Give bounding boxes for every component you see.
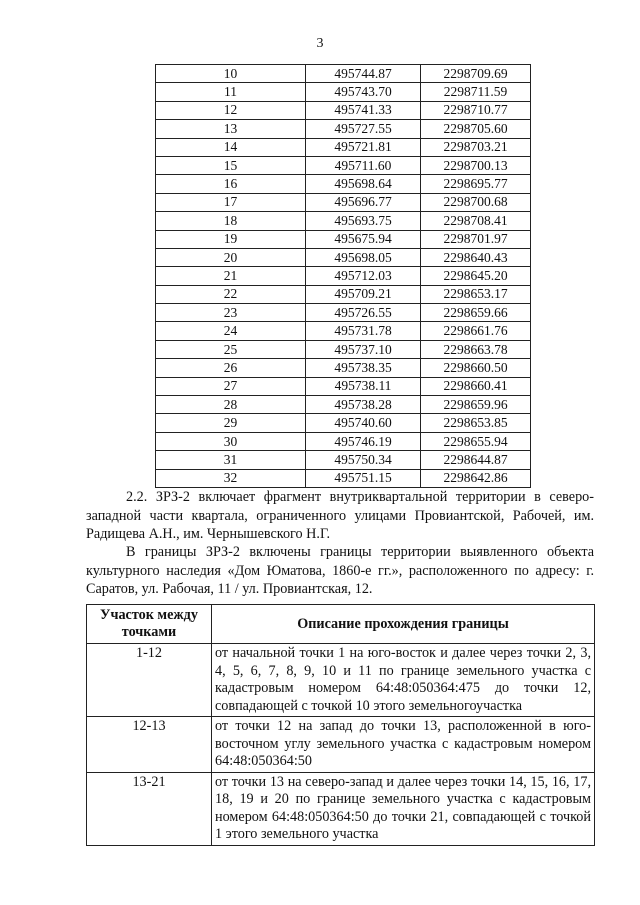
x-coordinate: 495740.60 [306, 414, 421, 432]
x-coordinate: 495698.64 [306, 175, 421, 193]
y-coordinate: 2298655.94 [421, 432, 531, 450]
x-coordinate: 495751.15 [306, 469, 421, 487]
table-row [87, 772, 595, 845]
y-coordinate: 2298695.77 [421, 175, 531, 193]
x-coordinate: 495726.55 [306, 304, 421, 322]
y-coordinate: 2298711.59 [421, 83, 531, 101]
table-row [156, 248, 531, 266]
x-coordinate: 495737.10 [306, 340, 421, 358]
x-coordinate: 495696.77 [306, 193, 421, 211]
table-row [156, 138, 531, 156]
table-row [156, 267, 531, 285]
point-number: 17 [156, 193, 306, 211]
table-row [156, 65, 531, 83]
table-row [87, 717, 595, 773]
point-number: 13 [156, 120, 306, 138]
y-coordinate: 2298663.78 [421, 340, 531, 358]
x-coordinate: 495721.81 [306, 138, 421, 156]
table-row [156, 322, 531, 340]
paragraph-zrz2-heritage [86, 543, 594, 599]
x-coordinate: 495741.33 [306, 101, 421, 119]
y-coordinate: 2298700.68 [421, 193, 531, 211]
table-row [156, 451, 531, 469]
x-coordinate: 495744.87 [306, 65, 421, 83]
y-coordinate: 2298660.41 [421, 377, 531, 395]
point-number: 14 [156, 138, 306, 156]
point-number: 20 [156, 248, 306, 266]
y-coordinate: 2298709.69 [421, 65, 531, 83]
table-row [156, 304, 531, 322]
description-cell: от точки 13 на северо-запад и далее через точки 14, 15, 16, 17, 18, 19 и 20 по границе земельного участка с кадастровым номером 64:48:050364:50 до точки 21, совпадающей с точкой 1 этого земельного участка [212, 772, 595, 845]
point-number: 18 [156, 212, 306, 230]
y-coordinate: 2298660.50 [421, 359, 531, 377]
table-row [156, 120, 531, 138]
y-coordinate: 2298705.60 [421, 120, 531, 138]
y-coordinate: 2298661.76 [421, 322, 531, 340]
boundary-description-table [86, 604, 595, 846]
point-number: 21 [156, 267, 306, 285]
y-coordinate: 2298710.77 [421, 101, 531, 119]
point-number: 16 [156, 175, 306, 193]
y-coordinate: 2298640.43 [421, 248, 531, 266]
table-row [156, 414, 531, 432]
point-number: 31 [156, 451, 306, 469]
point-number: 25 [156, 340, 306, 358]
table-row [156, 83, 531, 101]
y-coordinate: 2298700.13 [421, 156, 531, 174]
x-coordinate: 495675.94 [306, 230, 421, 248]
y-coordinate: 2298659.96 [421, 396, 531, 414]
x-coordinate: 495738.28 [306, 396, 421, 414]
x-coordinate: 495693.75 [306, 212, 421, 230]
boundary-table-header-row [87, 605, 595, 644]
header-segment: Участок между точками [87, 605, 212, 644]
point-number: 28 [156, 396, 306, 414]
point-number: 10 [156, 65, 306, 83]
x-coordinate: 495738.35 [306, 359, 421, 377]
table-row [156, 156, 531, 174]
paragraph-text: В границы ЗРЗ-2 включены границы территории выявленного объекта культурного наследия «Дом Юматова, 1860-е гг.», расположенного по адресу: г. Саратов, ул. Рабочая, 11 / ул. Провиантская, 12. [86, 544, 594, 597]
point-number: 30 [156, 432, 306, 450]
coordinates-table [155, 64, 531, 488]
table-row [156, 359, 531, 377]
y-coordinate: 2298645.20 [421, 267, 531, 285]
x-coordinate: 495711.60 [306, 156, 421, 174]
table-row [156, 285, 531, 303]
x-coordinate: 495727.55 [306, 120, 421, 138]
x-coordinate: 495746.19 [306, 432, 421, 450]
y-coordinate: 2298644.87 [421, 451, 531, 469]
table-row [156, 175, 531, 193]
x-coordinate: 495750.34 [306, 451, 421, 469]
segment-cell: 13-21 [87, 772, 212, 845]
paragraph-text: 2.2. ЗРЗ-2 включает фрагмент внутриквартальной территории в северо-западной части квартала, ограниченного улицами Провиантской, Рабочей, им. Радищева А.Н., им. Чернышевского Н.Г. [86, 489, 594, 542]
y-coordinate: 2298659.66 [421, 304, 531, 322]
point-number: 29 [156, 414, 306, 432]
y-coordinate: 2298653.17 [421, 285, 531, 303]
point-number: 27 [156, 377, 306, 395]
point-number: 32 [156, 469, 306, 487]
x-coordinate: 495712.03 [306, 267, 421, 285]
y-coordinate: 2298703.21 [421, 138, 531, 156]
point-number: 11 [156, 83, 306, 101]
y-coordinate: 2298642.86 [421, 469, 531, 487]
description-cell: от точки 12 на запад до точки 13, расположенной в юго-восточном углу земельного участка с кадастровым номером 64:48:050364:50 [212, 717, 595, 773]
x-coordinate: 495709.21 [306, 285, 421, 303]
paragraph-zrz2-description [86, 488, 594, 544]
segment-cell: 1-12 [87, 644, 212, 717]
x-coordinate: 495731.78 [306, 322, 421, 340]
table-row [156, 340, 531, 358]
x-coordinate: 495738.11 [306, 377, 421, 395]
y-coordinate: 2298701.97 [421, 230, 531, 248]
point-number: 19 [156, 230, 306, 248]
y-coordinate: 2298653.85 [421, 414, 531, 432]
table-row [156, 432, 531, 450]
table-row [156, 212, 531, 230]
table-row [156, 230, 531, 248]
point-number: 23 [156, 304, 306, 322]
segment-cell: 12-13 [87, 717, 212, 773]
point-number: 22 [156, 285, 306, 303]
table-row [156, 193, 531, 211]
table-row [156, 469, 531, 487]
point-number: 26 [156, 359, 306, 377]
header-description: Описание прохождения границы [212, 605, 595, 644]
x-coordinate: 495698.05 [306, 248, 421, 266]
table-row [156, 101, 531, 119]
point-number: 15 [156, 156, 306, 174]
page-number: 3 [316, 36, 324, 51]
x-coordinate: 495743.70 [306, 83, 421, 101]
description-cell: от начальной точки 1 на юго-восток и далее через точки 2, 3, 4, 5, 6, 7, 8, 9, 10 и 11 по границе земельного участка с кадастровым номером 64:48:050364:475 до точки 12, совпадающей с точкой 10 этого земельногоучастка [212, 644, 595, 717]
table-row [156, 377, 531, 395]
table-row [156, 396, 531, 414]
table-row [87, 644, 595, 717]
y-coordinate: 2298708.41 [421, 212, 531, 230]
point-number: 12 [156, 101, 306, 119]
point-number: 24 [156, 322, 306, 340]
